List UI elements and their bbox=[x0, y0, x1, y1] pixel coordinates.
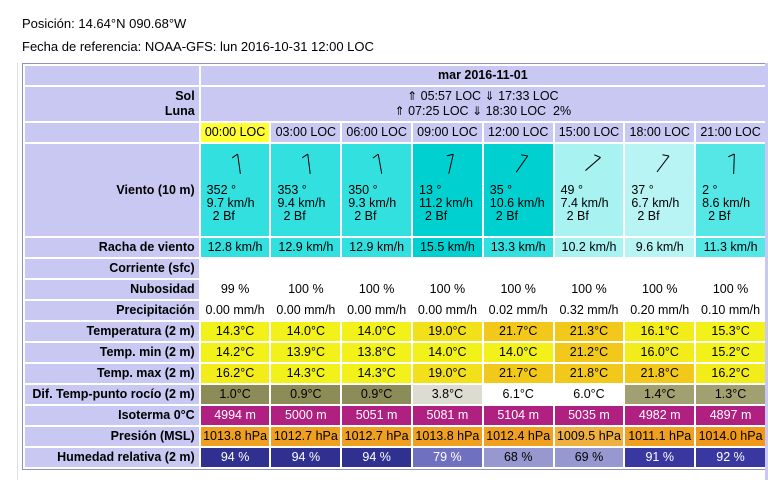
time-header: 00:00 LOC bbox=[201, 123, 270, 142]
wind-dir: 37 ° bbox=[631, 183, 654, 197]
data-row bbox=[25, 385, 765, 404]
row-label: Corriente (sfc) bbox=[25, 259, 199, 278]
data-cell: 1.0°C bbox=[201, 385, 270, 404]
day-row bbox=[25, 66, 765, 85]
data-cell: 12.9 km/h bbox=[342, 238, 411, 257]
data-row bbox=[25, 280, 765, 299]
wind-bf: 2 Bf bbox=[708, 209, 731, 223]
wind-dir: 35 ° bbox=[489, 183, 513, 197]
moon-label: Luna bbox=[164, 104, 195, 118]
wind-speed: 6.7 km/h bbox=[631, 196, 680, 210]
moonrise-time: 07:25 LOC bbox=[408, 104, 469, 118]
data-cell: 94 % bbox=[271, 448, 340, 467]
wind-speed: 8.6 km/h bbox=[702, 196, 751, 210]
data-row bbox=[25, 343, 765, 362]
sun-moon-row bbox=[25, 87, 765, 121]
time-header: 21:00 LOC bbox=[696, 123, 765, 142]
data-cell: 10.2 km/h bbox=[555, 238, 624, 257]
data-cell: 0.00 mm/h bbox=[342, 301, 411, 320]
wind-bf: 2 Bf bbox=[566, 209, 589, 223]
wind-speed: 11.2 km/h bbox=[419, 196, 473, 210]
data-cell: 69 % bbox=[555, 448, 624, 467]
data-cell: 21.7°C bbox=[484, 364, 553, 383]
data-cell: 1012.4 hPa bbox=[484, 427, 553, 446]
data-cell: 4994 m bbox=[201, 406, 270, 425]
data-cell: 6.1°C bbox=[484, 385, 553, 404]
wind-barb-icon bbox=[439, 152, 463, 176]
data-cell bbox=[484, 259, 553, 278]
data-cell: 94 % bbox=[342, 448, 411, 467]
wind-cell bbox=[696, 144, 765, 236]
data-cell: 21.3°C bbox=[555, 322, 624, 341]
data-row bbox=[25, 364, 765, 383]
data-cell: 100 % bbox=[696, 280, 765, 299]
time-row bbox=[25, 123, 765, 142]
data-cell: 4897 m bbox=[696, 406, 765, 425]
data-row bbox=[25, 322, 765, 341]
data-cell: 13.3 km/h bbox=[484, 238, 553, 257]
time-header: 06:00 LOC bbox=[342, 123, 411, 142]
data-cell bbox=[413, 259, 482, 278]
data-cell: 0.10 mm/h bbox=[696, 301, 765, 320]
data-cell: 0.32 mm/h bbox=[555, 301, 624, 320]
position-text: Posición: 14.64°N 090.68°W bbox=[22, 16, 187, 31]
wind-speed: 10.6 km/h bbox=[489, 196, 545, 210]
data-cell: 19.0°C bbox=[413, 322, 482, 341]
sunrise-time: 05:57 LOC bbox=[420, 89, 482, 103]
data-cell: 100 % bbox=[484, 280, 553, 299]
wind-label: Viento (10 m) bbox=[25, 144, 199, 236]
wind-dir: 2 ° bbox=[702, 183, 718, 197]
moon-illumination: 2% bbox=[553, 104, 572, 118]
data-cell: 1013.8 hPa bbox=[413, 427, 482, 446]
wind-speed: 9.3 km/h bbox=[348, 196, 397, 210]
wind-bf: 2 Bf bbox=[212, 209, 235, 223]
data-cell: 5104 m bbox=[484, 406, 553, 425]
data-cell: 14.3°C bbox=[271, 364, 340, 383]
wind-speed: 7.4 km/h bbox=[560, 196, 609, 210]
wind-speed: 9.4 km/h bbox=[277, 196, 326, 210]
arrow-down-icon: ⇓ bbox=[484, 89, 495, 103]
wind-barb-icon bbox=[297, 152, 321, 176]
data-cell: 0.9°C bbox=[271, 385, 340, 404]
data-cell: 100 % bbox=[271, 280, 340, 299]
data-cell: 16.0°C bbox=[625, 343, 694, 362]
data-cell: 16.2°C bbox=[696, 364, 765, 383]
data-cell bbox=[696, 259, 765, 278]
wind-barb-icon bbox=[581, 152, 605, 176]
sunset-time: 17:33 LOC bbox=[498, 89, 559, 103]
row-label: Racha de viento bbox=[25, 238, 199, 257]
data-cell: 15.3°C bbox=[696, 322, 765, 341]
data-cell: 91 % bbox=[625, 448, 694, 467]
data-cell: 79 % bbox=[413, 448, 482, 467]
wind-bf: 2 Bf bbox=[283, 209, 306, 223]
data-cell: 68 % bbox=[484, 448, 553, 467]
wind-dir: 352 ° bbox=[206, 183, 236, 197]
time-header: 15:00 LOC bbox=[555, 123, 624, 142]
wind-cell bbox=[342, 144, 411, 236]
data-cell: 1012.7 hPa bbox=[271, 427, 340, 446]
data-cell: 0.20 mm/h bbox=[625, 301, 694, 320]
wind-bf: 2 Bf bbox=[425, 209, 448, 223]
data-cell: 1009.5 hPa bbox=[555, 427, 624, 446]
wind-barb-icon bbox=[368, 152, 392, 176]
wind-barb-icon bbox=[722, 152, 746, 176]
data-cell: 11.3 km/h bbox=[696, 238, 765, 257]
data-cell: 1012.7 hPa bbox=[342, 427, 411, 446]
wind-dir: 13 ° bbox=[419, 183, 442, 197]
wind-cell bbox=[413, 144, 482, 236]
sun-moon-times bbox=[201, 87, 765, 121]
data-cell: 14.0°C bbox=[342, 322, 411, 341]
data-cell: 5035 m bbox=[555, 406, 624, 425]
data-row bbox=[25, 406, 765, 425]
time-corner-cell bbox=[25, 123, 199, 142]
data-cell: 100 % bbox=[413, 280, 482, 299]
data-cell: 99 % bbox=[201, 280, 270, 299]
forecast-table bbox=[22, 63, 768, 470]
wind-bf: 2 Bf bbox=[637, 209, 660, 223]
data-cell: 0.02 mm/h bbox=[484, 301, 553, 320]
page-divider bbox=[17, 63, 18, 480]
data-cell: 94 % bbox=[201, 448, 270, 467]
data-cell: 21.8°C bbox=[625, 364, 694, 383]
row-label: Temperatura (2 m) bbox=[25, 322, 199, 341]
data-cell: 1.4°C bbox=[625, 385, 694, 404]
wind-bf: 2 Bf bbox=[354, 209, 377, 223]
data-cell: 0.00 mm/h bbox=[413, 301, 482, 320]
moonset-time: 18:30 LOC bbox=[485, 104, 547, 118]
row-label: Humedad relativa (2 m) bbox=[25, 448, 199, 467]
data-cell: 13.9°C bbox=[271, 343, 340, 362]
wind-cell bbox=[625, 144, 694, 236]
day-header: mar 2016-11-01 bbox=[201, 66, 765, 85]
data-cell: 0.9°C bbox=[342, 385, 411, 404]
sun-label: Sol bbox=[175, 89, 195, 103]
wind-row bbox=[25, 144, 765, 236]
data-cell: 0.00 mm/h bbox=[271, 301, 340, 320]
data-cell: 15.5 km/h bbox=[413, 238, 482, 257]
data-cell: 1013.8 hPa bbox=[201, 427, 270, 446]
data-cell bbox=[555, 259, 624, 278]
data-cell: 12.8 km/h bbox=[201, 238, 270, 257]
data-row bbox=[25, 301, 765, 320]
data-row bbox=[25, 259, 765, 278]
data-cell: 4982 m bbox=[625, 406, 694, 425]
data-cell: 1011.1 hPa bbox=[625, 427, 694, 446]
wind-bf: 2 Bf bbox=[495, 209, 519, 223]
wind-cell bbox=[201, 144, 270, 236]
wind-speed: 9.7 km/h bbox=[206, 196, 255, 210]
time-header: 12:00 LOC bbox=[484, 123, 553, 142]
time-header: 03:00 LOC bbox=[271, 123, 340, 142]
wind-barb-icon bbox=[510, 152, 534, 176]
data-cell: 21.8°C bbox=[555, 364, 624, 383]
data-cell: 12.9 km/h bbox=[271, 238, 340, 257]
data-cell bbox=[201, 259, 270, 278]
arrow-up-icon: ⇑ bbox=[407, 89, 418, 103]
data-cell: 14.3°C bbox=[201, 322, 270, 341]
data-cell: 100 % bbox=[625, 280, 694, 299]
wind-dir: 350 ° bbox=[348, 183, 378, 197]
data-cell: 100 % bbox=[342, 280, 411, 299]
data-cell: 6.0°C bbox=[555, 385, 624, 404]
row-label: Temp. min (2 m) bbox=[25, 343, 199, 362]
arrow-up-icon: ⇑ bbox=[394, 104, 405, 118]
arrow-down-icon: ⇓ bbox=[472, 104, 483, 118]
data-cell: 5000 m bbox=[271, 406, 340, 425]
data-cell: 19.0°C bbox=[413, 364, 482, 383]
data-cell: 100 % bbox=[555, 280, 624, 299]
sun-moon-label bbox=[25, 87, 199, 121]
reference-date-text: Fecha de referencia: NOAA-GFS: lun 2016-10-31 12:00 LOC bbox=[22, 39, 374, 54]
wind-cell bbox=[271, 144, 340, 236]
data-cell: 13.8°C bbox=[342, 343, 411, 362]
data-cell: 92 % bbox=[696, 448, 765, 467]
wind-barb-icon bbox=[227, 152, 251, 176]
row-label: Dif. Temp-punto rocío (2 m) bbox=[25, 385, 199, 404]
data-cell: 1.3°C bbox=[696, 385, 765, 404]
data-cell: 21.2°C bbox=[555, 343, 624, 362]
data-cell: 5081 m bbox=[413, 406, 482, 425]
data-cell: 14.0°C bbox=[413, 343, 482, 362]
data-cell: 21.7°C bbox=[484, 322, 553, 341]
row-label: Precipitación bbox=[25, 301, 199, 320]
data-cell bbox=[342, 259, 411, 278]
data-cell: 0.00 mm/h bbox=[201, 301, 270, 320]
corner-cell bbox=[25, 66, 199, 85]
wind-barb-icon bbox=[651, 152, 675, 176]
data-cell: 14.0°C bbox=[484, 343, 553, 362]
data-cell: 16.2°C bbox=[201, 364, 270, 383]
data-row bbox=[25, 448, 765, 467]
data-row bbox=[25, 427, 765, 446]
wind-dir: 49 ° bbox=[560, 183, 583, 197]
data-row bbox=[25, 238, 765, 257]
data-cell: 1014.0 hPa bbox=[696, 427, 765, 446]
row-label: Presión (MSL) bbox=[25, 427, 199, 446]
data-cell: 14.0°C bbox=[271, 322, 340, 341]
row-label: Isoterma 0°C bbox=[25, 406, 199, 425]
data-cell: 14.3°C bbox=[342, 364, 411, 383]
row-label: Nubosidad bbox=[25, 280, 199, 299]
data-cell: 5051 m bbox=[342, 406, 411, 425]
data-cell: 14.2°C bbox=[201, 343, 270, 362]
wind-cell bbox=[555, 144, 624, 236]
data-cell: 3.8°C bbox=[413, 385, 482, 404]
data-cell bbox=[625, 259, 694, 278]
time-header: 18:00 LOC bbox=[625, 123, 694, 142]
wind-dir: 353 ° bbox=[277, 183, 307, 197]
time-header: 09:00 LOC bbox=[413, 123, 482, 142]
data-cell bbox=[271, 259, 340, 278]
row-label: Temp. max (2 m) bbox=[25, 364, 199, 383]
wind-cell bbox=[484, 144, 553, 236]
data-cell: 16.1°C bbox=[625, 322, 694, 341]
data-cell: 15.2°C bbox=[696, 343, 765, 362]
data-cell: 9.6 km/h bbox=[625, 238, 694, 257]
